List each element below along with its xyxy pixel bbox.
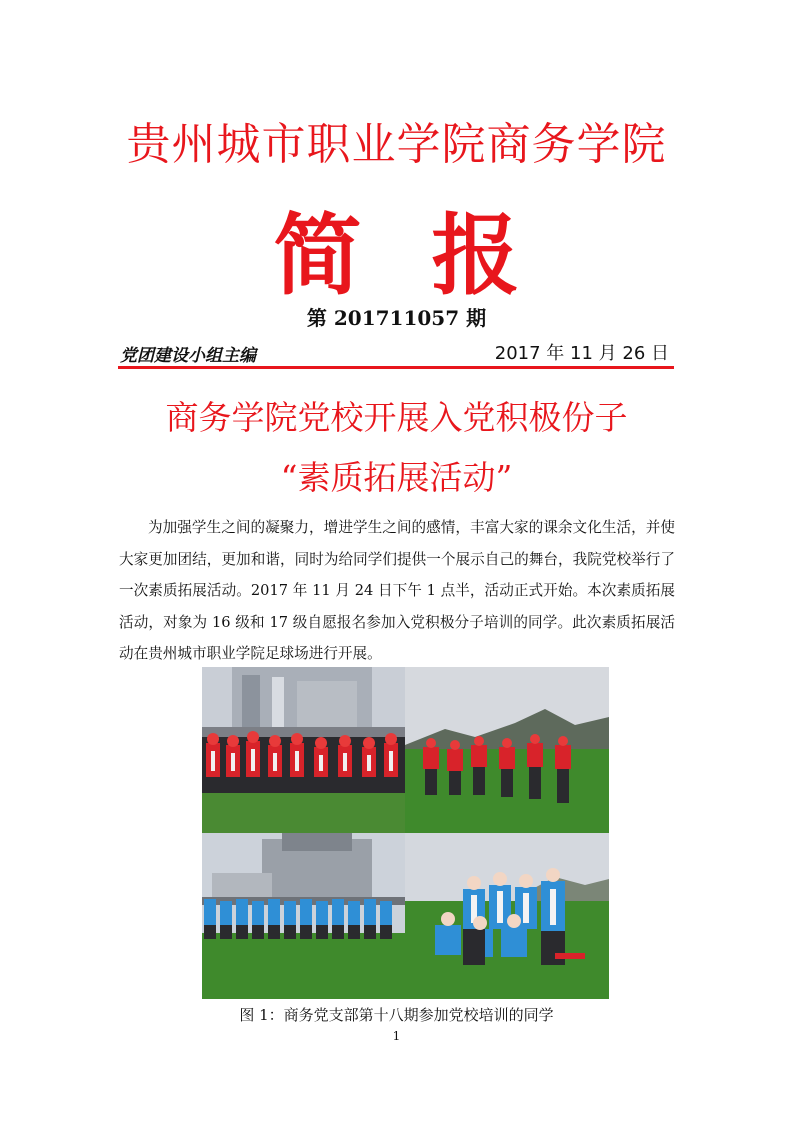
photo-group-blue-building (202, 833, 405, 999)
issue-number: 第 201711057 期 (306, 306, 487, 330)
org-title: 贵州城市职业学院商务学院 (126, 119, 667, 170)
article-body: 为加强学生之间的凝聚力，增进学生之间的感情，丰富大家的课余文化生活，并使大家更加团结，更加和谐，同时为给同学们提供一个展示自己的舞台，我院党校举行了一次素质拓展活动。2017 年 11 月 24 日下午 1 点半，活动正式开始。本次素质拓展活动，对象为 16 级和 17 级自愿报名参加入党积极分子培训的同学。此次素质拓展活动在贵州城市职业学院足球场进行开展。 (119, 519, 675, 662)
photo-group-red-mountains (405, 667, 609, 833)
document-title: 简报 (273, 203, 590, 307)
article-headline-line1: 商务学院党校开展入党积极份子 (165, 398, 628, 437)
article-headline-line2: “素质拓展活动” (280, 458, 513, 497)
photo-group-red-building (202, 667, 405, 833)
header-divider (118, 366, 674, 369)
page-number: 1 (392, 1029, 401, 1043)
photo-grid (202, 667, 609, 999)
publish-date: 2017 年 11 月 26 日 (494, 343, 669, 364)
figure-caption: 图 1：商务党支部第十八期参加党校培训的同学 (239, 1006, 554, 1024)
photo-group-blue-closeup (405, 833, 609, 999)
editor-line: 党团建设小组主编 (120, 346, 256, 366)
